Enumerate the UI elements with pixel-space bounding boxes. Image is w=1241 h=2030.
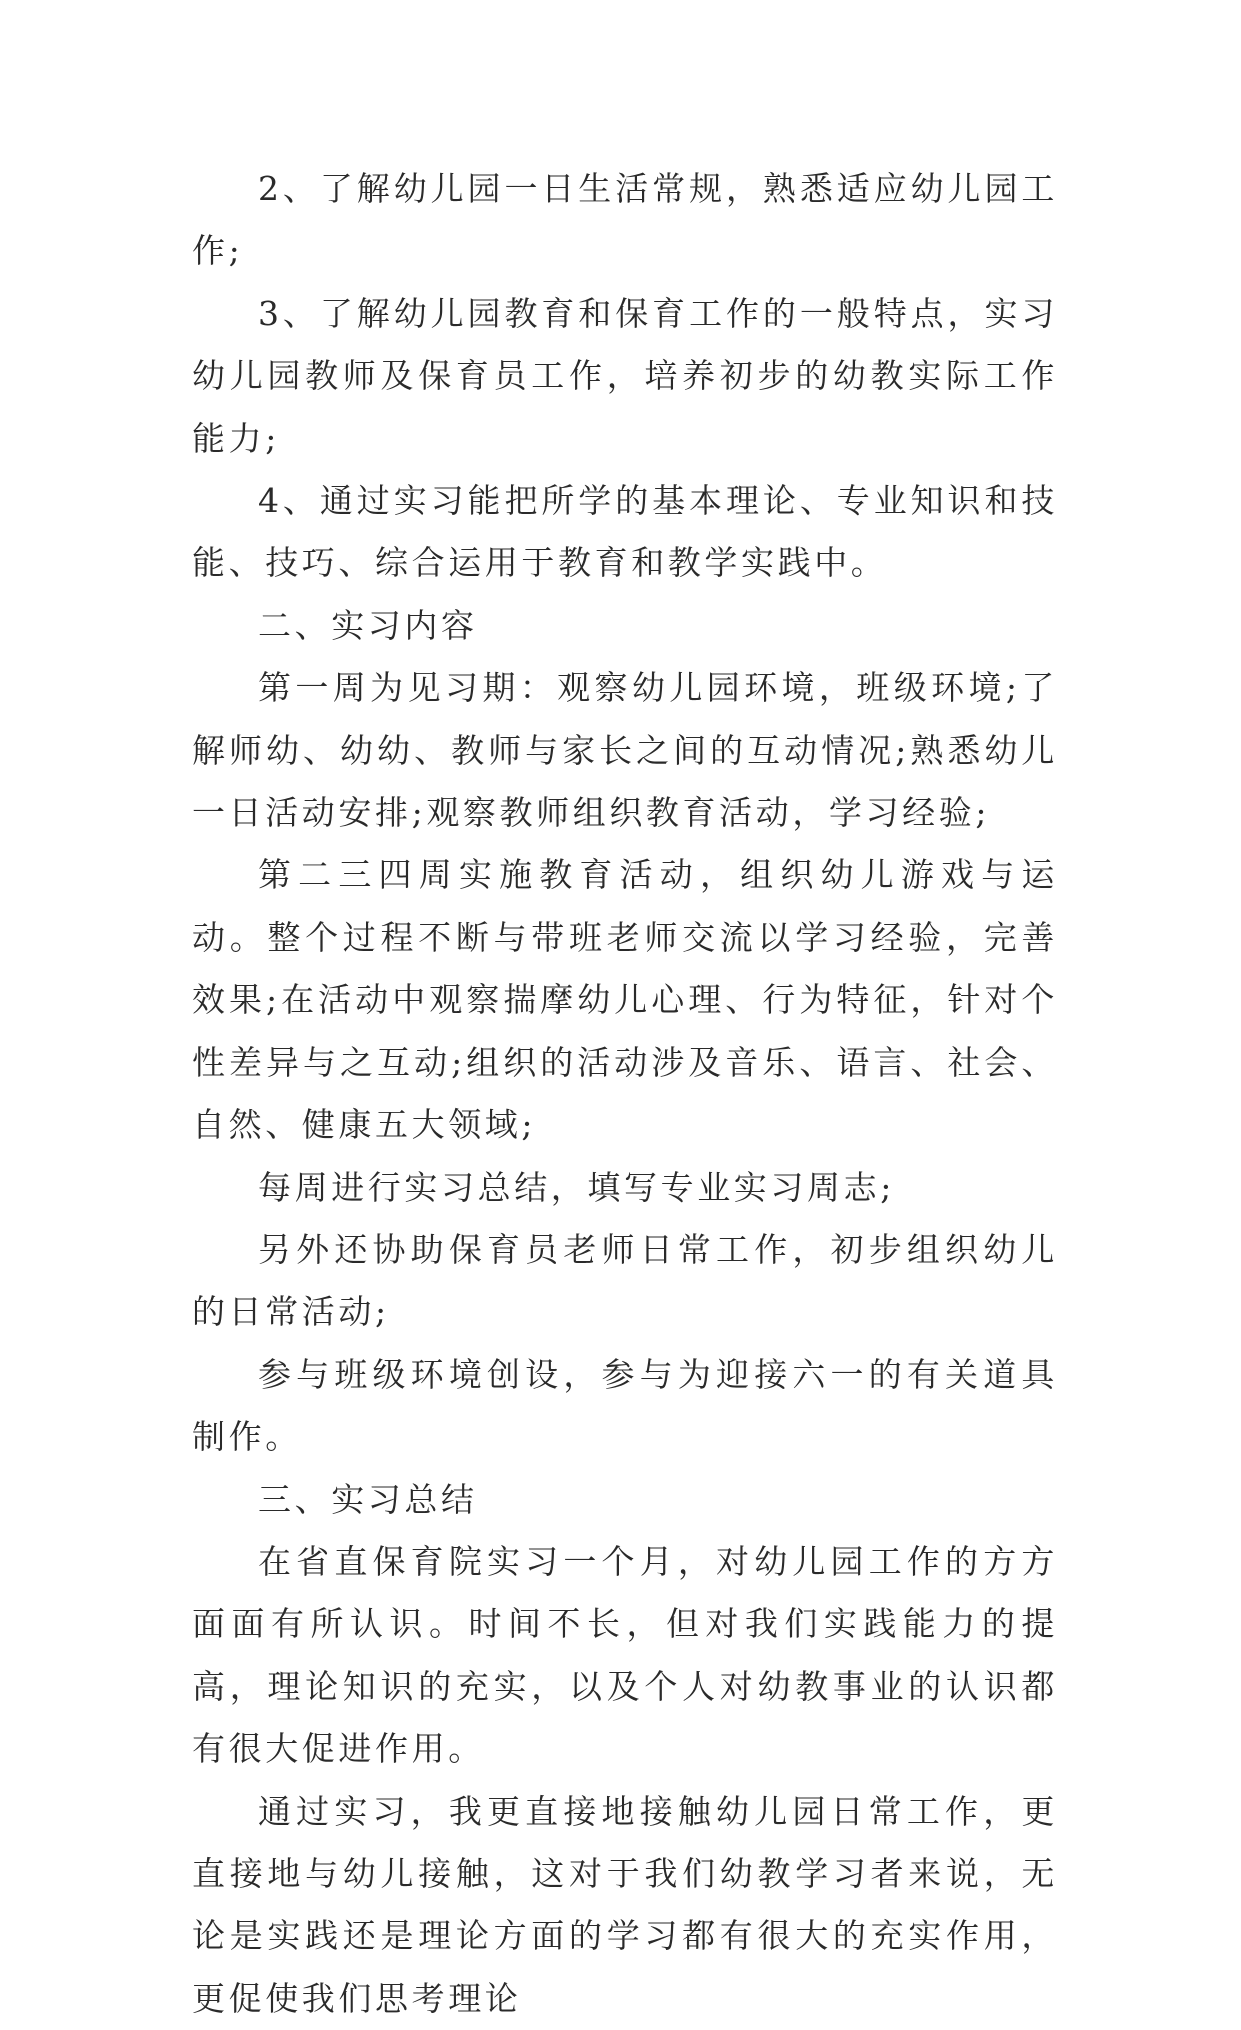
paragraph-summary-2: 通过实习，我更直接地接触幼儿园日常工作，更直接地与幼儿接触，这对于我们幼教学习者来说，无论是实践还是理论方面的学习都有很大的充实作用，更促使我们思考理论 <box>192 1791 1058 2018</box>
paragraph-environment: 参与班级环境创设，参与为迎接六一的有关道具制作。 <box>192 1354 1058 1457</box>
document-body <box>192 158 1058 2030</box>
paragraph-summary-1: 在省直保育院实习一个月，对幼儿园工作的方方面面有所认识。时间不长，但对我们实践能力的提高，理论知识的充实，以及个人对幼教事业的认识都有很大促进作用。 <box>192 1541 1058 1769</box>
section-heading-summary: 三、实习总结 <box>258 1479 478 1519</box>
paragraph-assist-work: 另外还协助保育员老师日常工作，初步组织幼儿的日常活动; <box>192 1229 1058 1332</box>
paragraph-goal-4: 4、通过实习能把所学的基本理论、专业知识和技能、技巧、综合运用于教育和教学实践中。 <box>192 481 1058 583</box>
paragraph-week-1: 第一周为见习期：观察幼儿园环境，班级环境;了解师幼、幼幼、教师与家长之间的互动情况;熟悉幼儿一日活动安排;观察教师组织教育活动，学习经验; <box>192 668 1058 833</box>
paragraph-goal-3: 3、了解幼儿园教育和保育工作的一般特点，实习幼儿园教师及保育员工作，培养初步的幼教实际工作能力; <box>192 293 1058 458</box>
paragraph-weeks-2-4: 第二三四周实施教育活动，组织幼儿游戏与运动。整个过程不断与带班老师交流以学习经验，完善效果;在活动中观察揣摩幼儿心理、行为特征，针对个性差异与之互动;组织的活动涉及音乐、语言、社会、自然、健康五大领域; <box>192 855 1058 1145</box>
paragraph-weekly-summary: 每周进行实习总结，填写专业实习周志; <box>258 1167 895 1207</box>
paragraph-goal-2: 2、了解幼儿园一日生活常规，熟悉适应幼儿园工作; <box>192 169 1058 271</box>
section-heading-content: 二、实习内容 <box>258 605 478 645</box>
